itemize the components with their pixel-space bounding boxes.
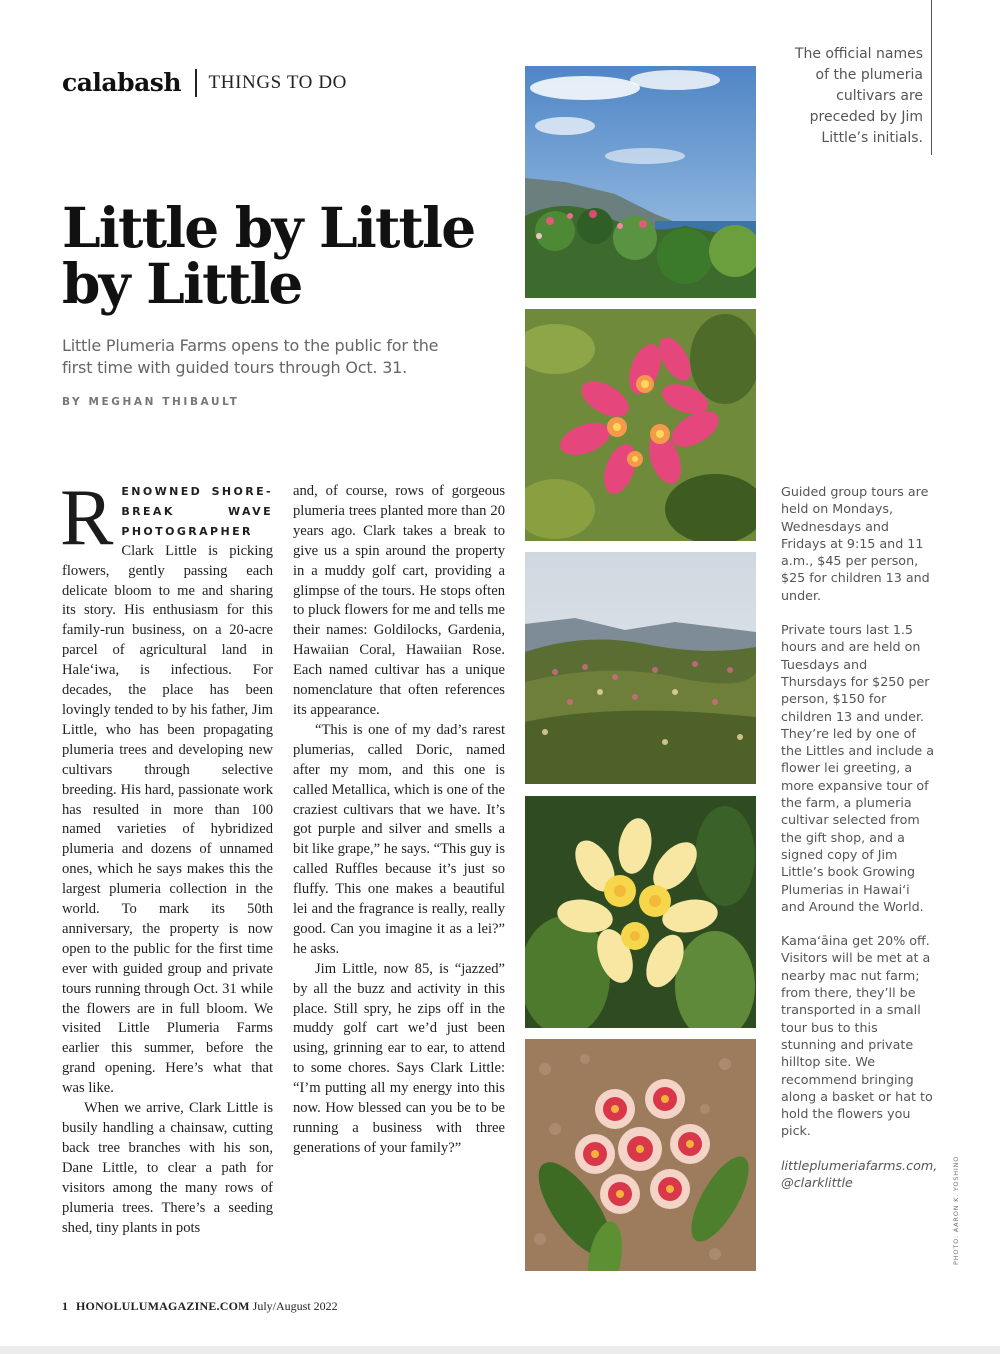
footer-issue: July/August 2022	[252, 1299, 338, 1313]
title-line-2: by Little	[62, 251, 302, 316]
page-number: 1	[62, 1299, 68, 1313]
photo-yellow-plumeria	[525, 796, 756, 1028]
photo-red-plumeria	[525, 1039, 756, 1271]
drop-cap: R	[60, 474, 114, 562]
photo-caption: The official names of the plumeria cultivars are preceded by Jim Little’s initials.	[794, 46, 923, 146]
photo-pink-plumeria	[525, 309, 756, 541]
sidebar-private-tours: Private tours last 1.5 hours and are held on Tuesdays and Thursdays for $250 per person, $150 for children 13 and under. They’re led by one of the Littles and include a flower lei greeting, a more expansive tour of the farm, a plumeria cultivar selected from the gift shop, and a signed copy of Jim Little’s book Growing Plumerias in Hawai‘i and Around the World.	[781, 622, 935, 914]
paragraph-1-text: Clark Little is picking flowers, gently passing each delicate bloom to me and sharing its story. His enthusiasm for this family-run business, on a 20-acre parcel of agricultural land in Hale‘iwa, is infectious. For decades, the place has been lovingly tended to by his father, Jim Little, who has been propagating plumeria trees and developing new cultivars through selective breeding. His hard, passionate work has resulted in more than 100 named varieties of hybridized plumeria and dozens of unnamed ones, which he says makes this the largest plumeria collection in the world. To mark its 50th anniversary, the property is now open to the public for the first time ever with guided group and private tours running through Oct. 31 while the flowers are in full bloom. We visited Little Plumeria Farms earlier this summer, before the grand opening. Here’s what that was like.	[62, 542, 273, 1097]
brand-name[interactable]: calabash	[62, 68, 182, 97]
section-header	[62, 68, 347, 97]
margin-rule	[931, 0, 932, 155]
photo-credit: PHOTO: AARON K. YOSHINO	[952, 1155, 960, 1265]
photo-coastal-view	[525, 66, 756, 298]
paragraph-2-end: and, of course, rows of gorgeous plumeria trees planted more than 20 years ago. Clark takes a break to give us a spin around the property in a muddy golf cart, providing a glimpse of the tours. He stops often to pluck flowers for me and tells me their names: Goldilocks, Gardenia, Hawaiian Coral, Hawaiian Rose. Each named cultivar has a unique nomenclature that often references its appearance.	[293, 483, 505, 718]
lead-in-caps: ENOWNED SHORE-BREAK WAVE PHOTOGRAPHER	[121, 485, 273, 538]
header-divider	[195, 69, 197, 97]
sidebar-kamaaina-discount: Kama‘āina get 20% off. Visitors will be met at a nearby mac nut farm; from there, they’ll be transported in a small tour bus to this stunning and private hilltop site. We recommend bringing along a basket or hat to hold the flowers you pick.	[781, 933, 933, 1139]
tour-info-sidebar	[781, 483, 936, 1208]
paragraph-2-start: When we arrive, Clark Little is busily handling a chainsaw, cutting back tree branches with his son, Dane Little, to clear a path for visitors among the many rows of plumeria trees. There’s a seeding shed, tiny plants in pots	[62, 1100, 273, 1236]
body-column-2	[293, 482, 505, 1159]
page-footer	[62, 1299, 338, 1314]
article-subtitle: Little Plumeria Farms opens to the public for the first time with guided tours through Oct. 31.	[62, 336, 439, 377]
paragraph-1	[60, 474, 273, 1099]
sidebar-group-tours: Guided group tours are held on Mondays, Wednesdays and Fridays at 9:15 and 11 a.m., $45 per person, $25 for children 13 and under.	[781, 484, 930, 603]
footer-site[interactable]: HONOLULUMAGAZINE.COM	[76, 1299, 250, 1313]
byline: BY MEGHAN THIBAULT	[62, 396, 240, 408]
article-title	[62, 195, 482, 316]
section-name[interactable]: THINGS TO DO	[208, 71, 347, 93]
photo-plumeria-field	[525, 552, 756, 784]
paragraph-4: Jim Little, now 85, is “jazzed” by all the buzz and activity in this place. Still spry, he zips off in the muddy golf cart we’d just been using, grinning ear to ear, to attend to some chores. Says Clark Little: “I’m putting all my energy into this now. How blessed can you be to be running a business with three generations of your family?”	[293, 960, 505, 1156]
page-bottom-edge	[0, 1346, 1000, 1354]
paragraph-3: “This is one of my dad’s rarest plumerias, called Doric, named after my mom, and this one is called Metallica, which is one of the craziest cultivars that we have. It’s got purple and silver and smells a bit like grape,” he says. “This guy is called Ruffles because it’s just so fluffy. This one makes a beautiful lei and the fragrance is really, really good. Can you imagine it as a lei?” he asks.	[293, 721, 505, 957]
body-column-1	[60, 474, 273, 1238]
website-link[interactable]: littleplumeriafarms.com, @clarklittle	[781, 1157, 938, 1190]
title-line-1: Little by Little	[62, 195, 475, 260]
